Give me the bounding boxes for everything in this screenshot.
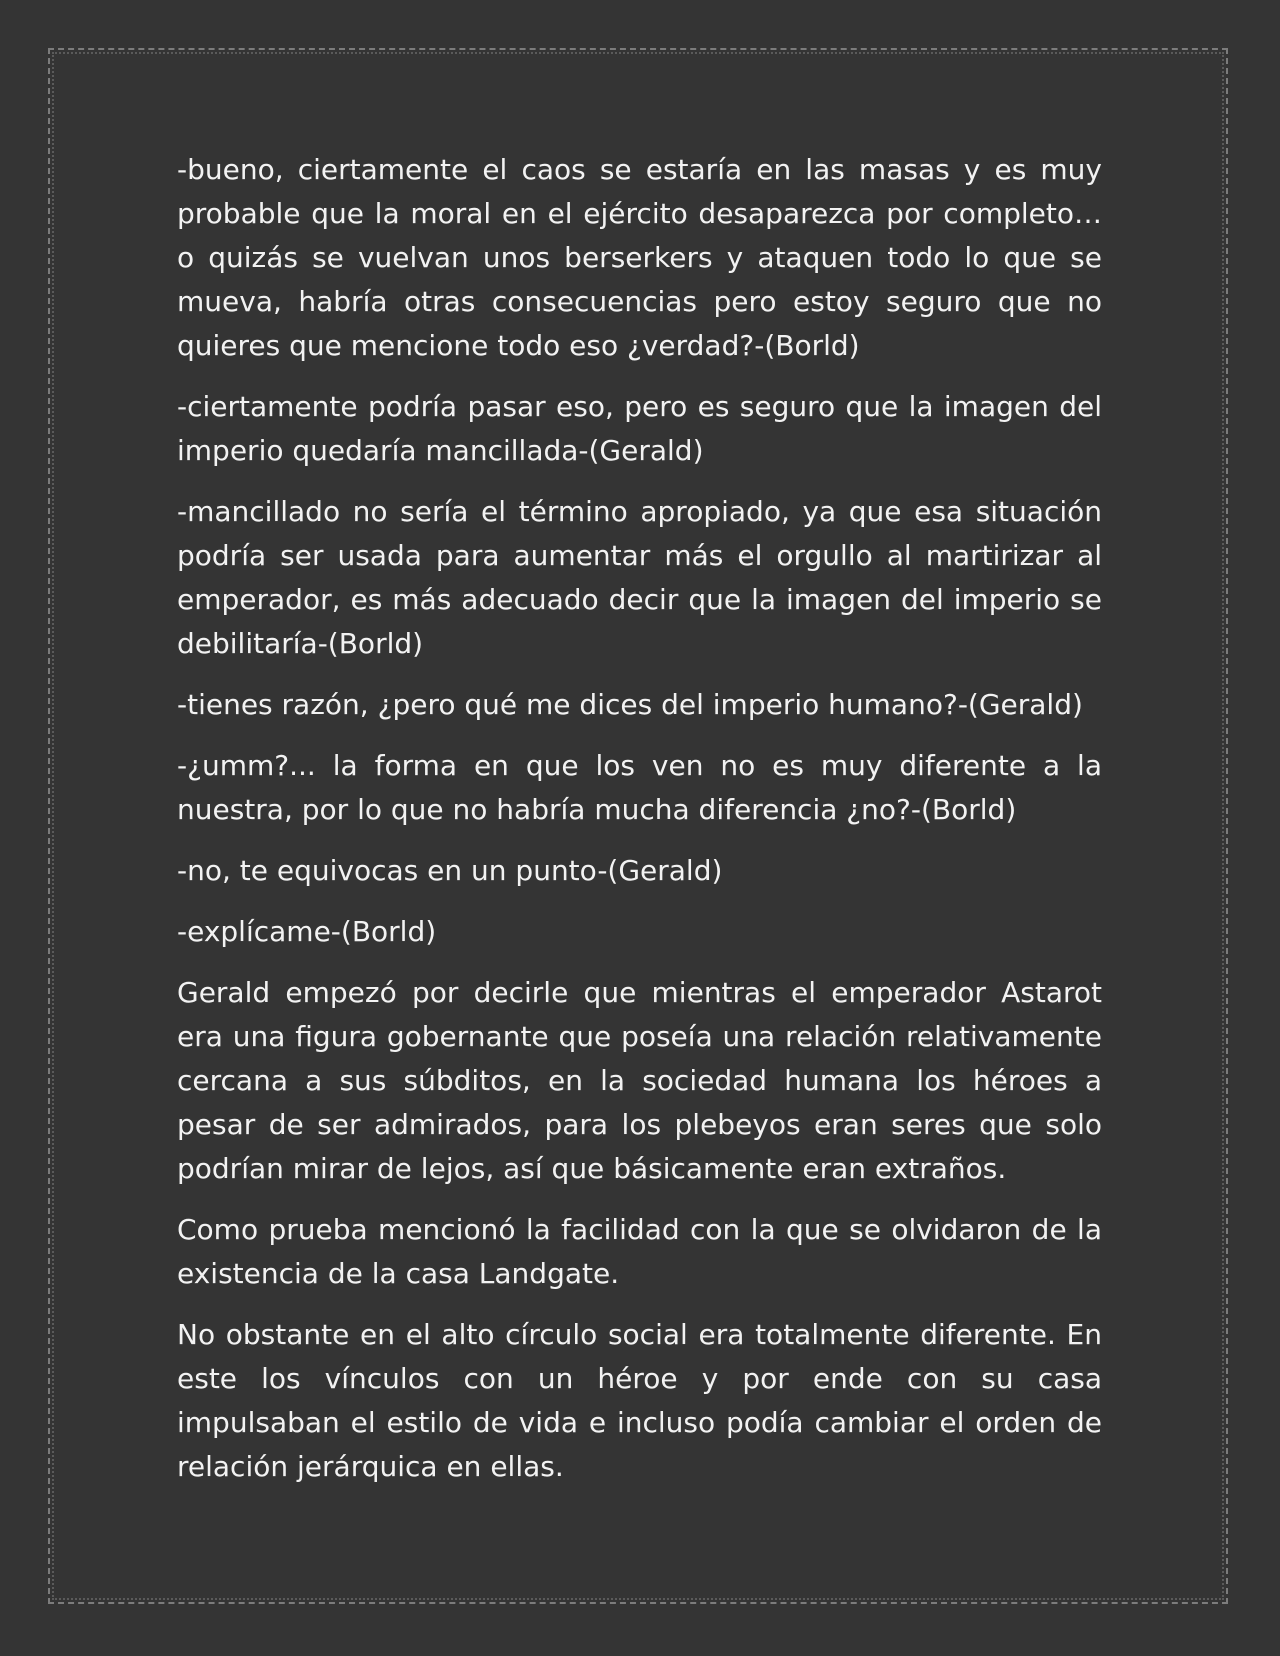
paragraph-1: -bueno, ciertamente el caos se estaría en las masas y es muy probable que la moral en el ejército desaparezca por completo… o quizás se vuelvan unos berserkers y ataquen todo lo que se mueva, habría otras consecuencias pero estoy seguro que no quieres que mencione todo eso ¿verdad?-(Borld) <box>177 153 1102 362</box>
paragraph-2: -ciertamente podría pasar eso, pero es seguro que la imagen del imperio quedaría mancillada-(Gerald) <box>177 390 1102 467</box>
paragraph-4: -tienes razón, ¿pero qué me dices del imperio humano?-(Gerald) <box>177 688 1083 721</box>
document-body <box>177 148 1102 1506</box>
paragraph-10: No obstante en el alto círculo social era totalmente diferente. En este los vínculos con un héroe y por ende con su casa impulsaban el estilo de vida e incluso podía cambiar el orden de relación jerárquica en ellas. <box>177 1318 1102 1483</box>
paragraph-9: Como prueba mencionó la facilidad con la que se olvidaron de la existencia de la casa Landgate. <box>177 1213 1102 1290</box>
paragraph-5: -¿umm?... la forma en que los ven no es muy diferente a la nuestra, por lo que no habría mucha diferencia ¿no?-(Borld) <box>177 749 1102 826</box>
paragraph-6: -no, te equivocas en un punto-(Gerald) <box>177 854 723 887</box>
paragraph-7: -explícame-(Borld) <box>177 915 437 948</box>
paragraph-3: -mancillado no sería el término apropiado, ya que esa situación podría ser usada para aumentar más el orgullo al martirizar al emperador, es más adecuado decir que la imagen del imperio se debilitaría-(Borld) <box>177 495 1102 660</box>
paragraph-8: Gerald empezó por decirle que mientras el emperador Astarot era una figura gobernante que poseía una relación relativamente cercana a sus súbditos, en la sociedad humana los héroes a pesar de ser admirados, para los plebeyos eran seres que solo podrían mirar de lejos, así que básicamente eran extraños. <box>177 976 1102 1185</box>
